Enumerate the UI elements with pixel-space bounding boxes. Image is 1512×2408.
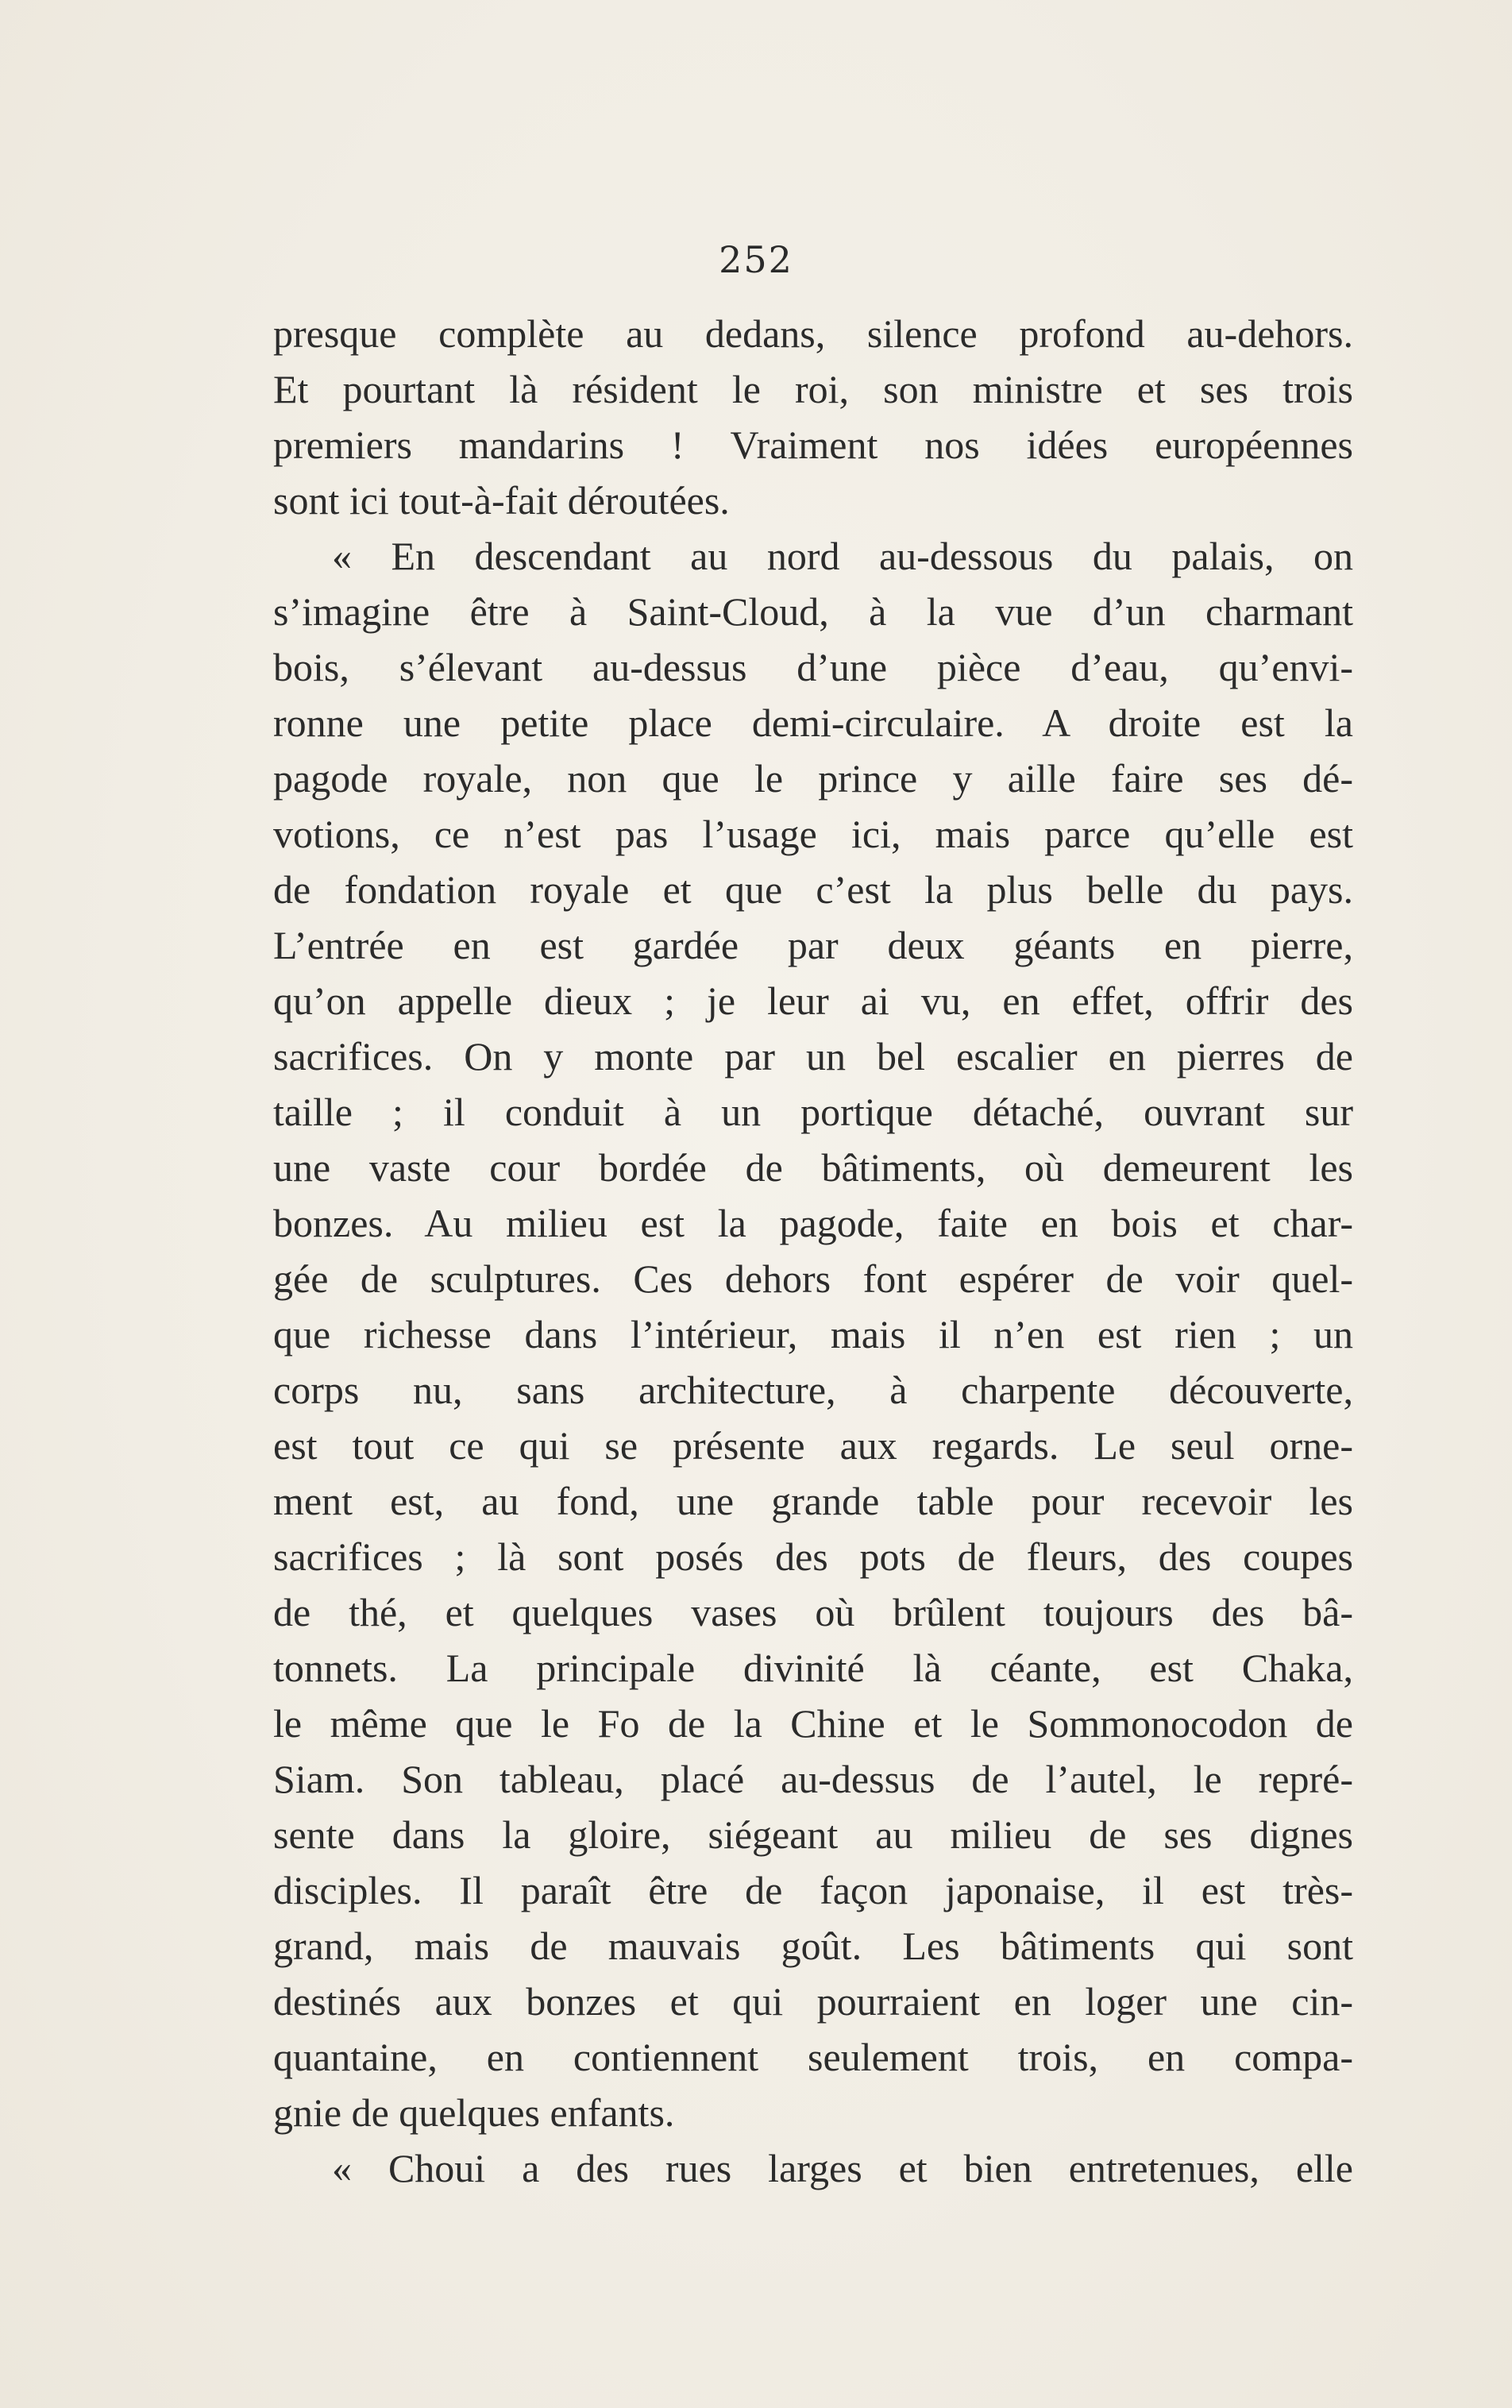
text-line: tonnets. La principale divinité là céante, est Chaka,	[273, 1646, 1353, 1690]
text-line: ronne une petite place demi-circulaire. A droite est la	[273, 700, 1353, 745]
text-line: « En descendant au nord au-dessous du palais, on	[332, 534, 1353, 578]
text-line: taille ; il conduit à un portique détaché, ouvrant sur	[273, 1090, 1353, 1134]
text-line: sacrifices. On y monte par un bel escalier en pierres de	[273, 1034, 1353, 1079]
text-line: le même que le Fo de la Chine et le Sommonocodon de	[273, 1701, 1353, 1746]
text-line: destinés aux bonzes et qui pourraient en loger une cin-	[273, 1979, 1353, 2024]
text-line: grand, mais de mauvais goût. Les bâtiments qui sont	[273, 1924, 1353, 1968]
text-line: sente dans la gloire, siégeant au milieu de ses dignes	[273, 1812, 1353, 1857]
text-line: corps nu, sans architecture, à charpente découverte,	[273, 1368, 1353, 1412]
text-line: sont ici tout-à-fait déroutées.	[273, 478, 730, 523]
text-line: Siam. Son tableau, placé au-dessus de l’autel, le repré-	[273, 1757, 1353, 1801]
page-number: 252	[719, 238, 793, 281]
text-line: gée de sculptures. Ces dehors font espérer de voir quel-	[273, 1256, 1353, 1301]
text-line: sacrifices ; là sont posés des pots de fleurs, des coupes	[273, 1534, 1353, 1579]
text-line: « Choui a des rues larges et bien entretenues, elle	[332, 2146, 1353, 2190]
text-line: une vaste cour bordée de bâtiments, où demeurent les	[273, 1145, 1353, 1190]
text-line: s’imagine être à Saint-Cloud, à la vue d’un charmant	[273, 589, 1353, 634]
text-line: disciples. Il paraît être de façon japonaise, il est très-	[273, 1868, 1353, 1912]
text-line: quantaine, en contiennent seulement trois, en compa-	[273, 2035, 1353, 2079]
text-line: presque complète au dedans, silence profond au-dehors.	[273, 311, 1353, 356]
text-line: premiers mandarins ! Vraiment nos idées européennes	[273, 423, 1353, 467]
text-line: est tout ce qui se présente aux regards. Le seul orne-	[273, 1423, 1353, 1468]
text-line: que richesse dans l’intérieur, mais il n’en est rien ; un	[273, 1312, 1353, 1356]
text-line: L’entrée en est gardée par deux géants en pierre,	[273, 923, 1353, 967]
text-line: bois, s’élevant au-dessus d’une pièce d’eau, qu’envi-	[273, 645, 1353, 689]
text-line: bonzes. Au milieu est la pagode, faite en bois et char-	[273, 1201, 1353, 1245]
text-line: de thé, et quelques vases où brûlent toujours des bâ-	[273, 1590, 1353, 1634]
text-line: qu’on appelle dieux ; je leur ai vu, en effet, offrir des	[273, 978, 1353, 1023]
text-line: gnie de quelques enfants.	[273, 2090, 675, 2135]
text-line: de fondation royale et que c’est la plus belle du pays.	[273, 867, 1353, 912]
text-line: ment est, au fond, une grande table pour recevoir les	[273, 1479, 1353, 1523]
text-line: votions, ce n’est pas l’usage ici, mais parce qu’elle est	[273, 812, 1353, 856]
text-line: pagode royale, non que le prince y aille faire ses dé-	[273, 756, 1353, 801]
body-text	[273, 306, 1353, 2196]
text-line: Et pourtant là résident le roi, son ministre et ses trois	[273, 367, 1353, 411]
